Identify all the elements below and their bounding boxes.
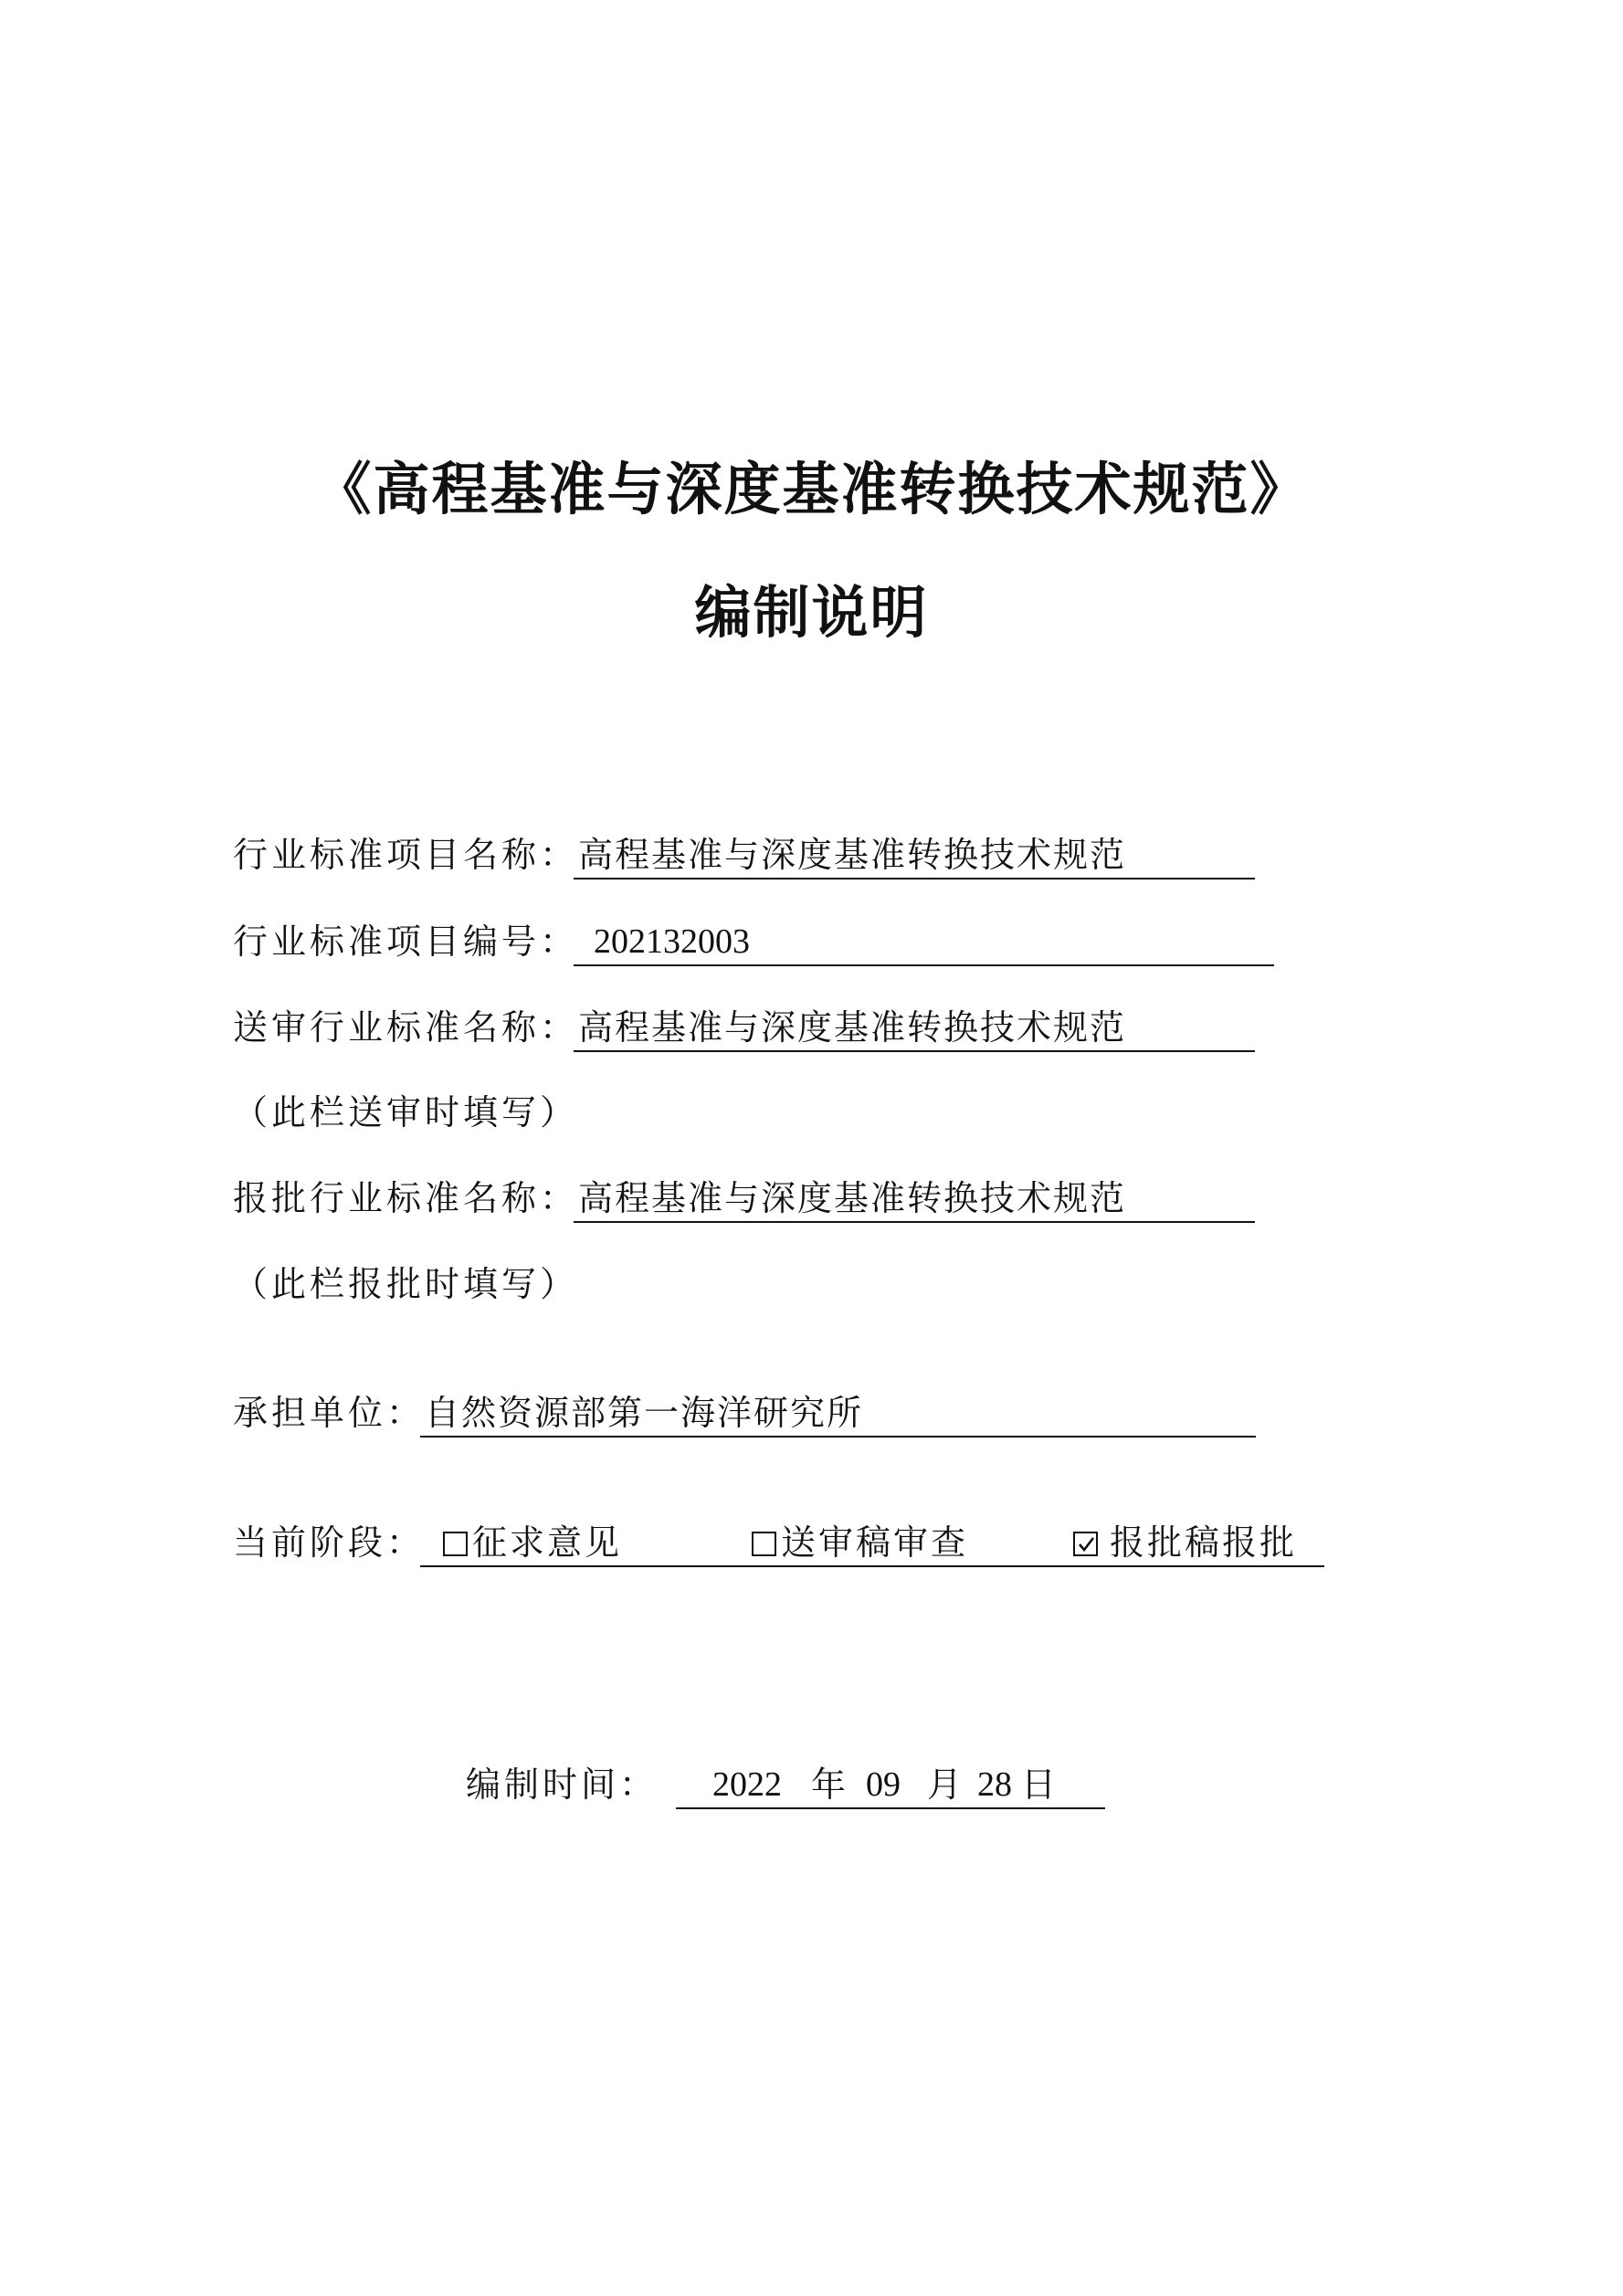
project-name-label: 行业标准项目名称： (233, 835, 579, 875)
date-month: 09 (866, 1765, 901, 1804)
date-day-unit: 日 (1021, 1764, 1059, 1805)
project-number-row (233, 922, 750, 962)
stage-label: 当前阶段： (233, 1522, 426, 1563)
project-name-row (233, 835, 1127, 875)
unit-value: 自然资源部第一海洋研究所 (425, 1393, 864, 1433)
project-number-label: 行业标准项目编号： (233, 922, 579, 962)
approval-name-row (233, 1178, 1127, 1218)
document-title: 《高程基准与深度基准转换技术规范》 (314, 456, 1309, 522)
date-underline (676, 1807, 1105, 1809)
stage-underline (420, 1565, 1324, 1567)
date-row (466, 1764, 1059, 1805)
checkbox-unchecked-icon[interactable] (752, 1532, 776, 1556)
checkbox-unchecked-icon[interactable] (443, 1532, 468, 1556)
document-subtitle: 编制说明 (694, 579, 929, 646)
date-year-unit: 年 (811, 1764, 848, 1805)
stage-option-approval[interactable]: 报批稿报批 (1073, 1525, 1297, 1560)
stage-option-consultation[interactable]: 征求意见 (443, 1525, 622, 1560)
checkbox-checked-icon[interactable] (1073, 1532, 1098, 1556)
review-name-underline (574, 1050, 1255, 1052)
review-name-row (233, 1007, 1127, 1048)
review-name-value: 高程基准与深度基准转换技术规范 (578, 1007, 1127, 1048)
review-note: （此栏送审时填写） (233, 1092, 579, 1132)
unit-row (233, 1393, 864, 1433)
project-name-value: 高程基准与深度基准转换技术规范 (578, 835, 1127, 875)
approval-note: （此栏报批时填写） (233, 1264, 579, 1304)
project-name-underline (574, 878, 1255, 879)
stage-option-review[interactable]: 送审稿审查 (752, 1525, 968, 1560)
date-day: 28 (977, 1765, 1012, 1804)
stage-row (233, 1522, 1298, 1563)
review-name-label: 送审行业标准名称： (233, 1007, 579, 1048)
approval-name-underline (574, 1221, 1255, 1223)
project-number-underline (574, 964, 1274, 966)
approval-name-value: 高程基准与深度基准转换技术规范 (578, 1178, 1127, 1218)
project-number-value: 202132003 (594, 922, 750, 961)
unit-underline (420, 1436, 1256, 1438)
approval-name-label: 报批行业标准名称： (233, 1178, 579, 1218)
unit-label: 承担单位： (233, 1393, 426, 1433)
date-label: 编制时间： (466, 1764, 659, 1805)
date-year: 2022 (712, 1765, 782, 1804)
date-month-unit: 月 (927, 1764, 964, 1805)
